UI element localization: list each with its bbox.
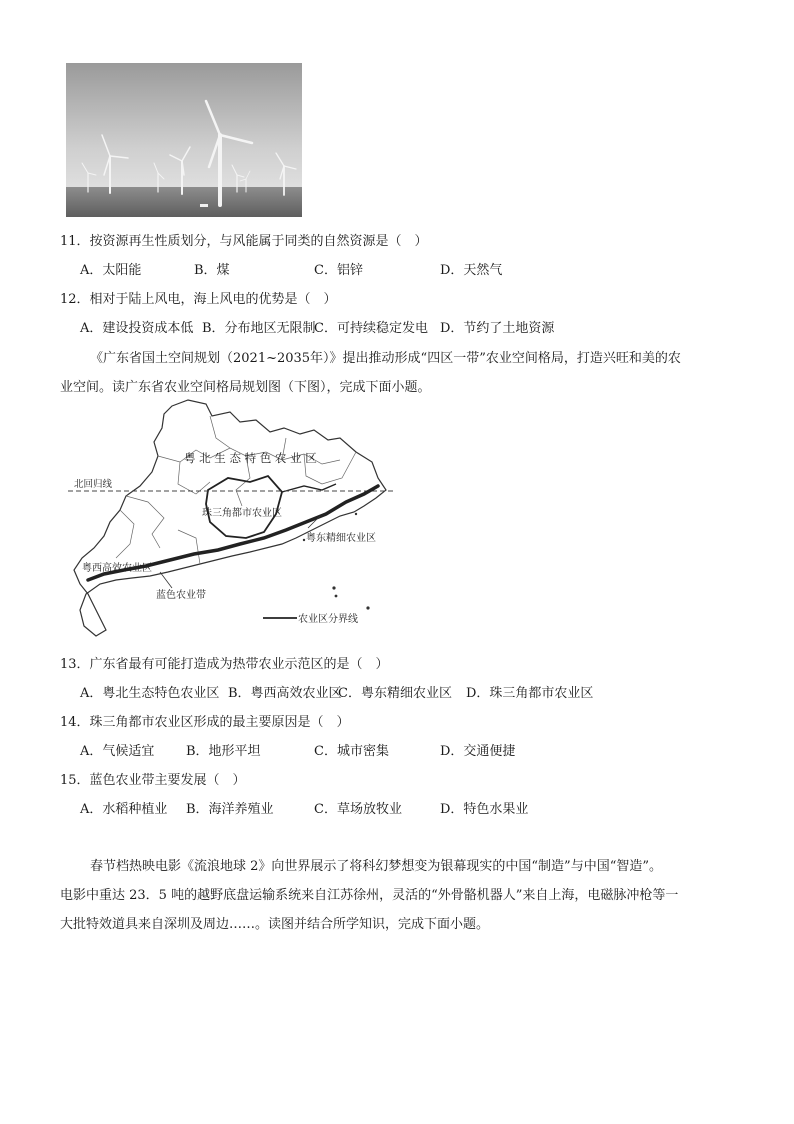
option-d: D．珠三角都市农业区 (466, 686, 594, 701)
intro-guangdong-line1: 《广东省国土空间规划（2021~2035年）》提出推动形成“四区一带”农业空间格局，打造兴旺和美的农 (90, 351, 681, 366)
question-11-options (80, 262, 740, 280)
option-b: B．分布地区无限制 (202, 321, 316, 336)
intro-film-line1: 春节档热映电影《流浪地球 2》向世界展示了将科幻梦想变为银幕现实的中国“制造”与中国“智造”。 (90, 859, 662, 874)
question-14-options (80, 743, 740, 761)
question-number: 11． (60, 234, 90, 249)
intro-guangdong-line2: 业空间。读广东省农业空间格局规划图（下图），完成下面小题。 (60, 380, 431, 395)
question-number: 13． (60, 657, 90, 672)
option-b: B．粤西高效农业区 (228, 686, 342, 701)
question-stem: 珠三角都市农业区形成的最主要原因是（ ） (89, 715, 350, 730)
option-b: B．地形平坦 (186, 744, 261, 759)
intro-film-line3: 大批特效道具来自深圳及周边……。读图并结合所学知识，完成下面小题。 (60, 917, 490, 932)
intro-film-line2: 电影中重达 23．5 吨的越野底盘运输系统来自江苏徐州，灵活的“外骨骼机器人”来自上海，电磁脉冲枪等一 (60, 888, 679, 903)
region-east-label: 粤东精细农业区 (306, 533, 376, 544)
question-15-options (80, 801, 740, 819)
option-a: A．气候适宜 (80, 744, 155, 759)
question-12 (60, 291, 337, 309)
question-14 (60, 714, 350, 732)
option-c: C．粤东精细农业区 (338, 686, 452, 701)
option-a: A．粤北生态特色农业区 (80, 686, 220, 701)
question-stem: 广东省最有可能打造成为热带农业示范区的是（ ） (89, 657, 389, 672)
question-number: 14． (60, 715, 90, 730)
question-stem: 蓝色农业带主要发展（ ） (89, 773, 246, 788)
question-13 (60, 656, 389, 674)
option-a: A．水稻种植业 (80, 802, 168, 817)
option-b: B．煤 (194, 263, 230, 278)
question-15 (60, 772, 246, 790)
wind-turbine-photo (66, 63, 302, 217)
question-stem: 按资源再生性质划分，与风能属于同类的自然资源是（ ） (89, 234, 428, 249)
question-11 (60, 233, 428, 251)
question-number: 15． (60, 773, 90, 788)
region-prd-label: 珠三角都市农业区 (202, 508, 282, 519)
region-west-label: 粤西高效农业区 (82, 563, 152, 574)
option-a: A．太阳能 (80, 263, 142, 278)
legend-boundary-label: 农业区分界线 (298, 614, 358, 625)
option-c: C．草场放牧业 (314, 802, 402, 817)
guangdong-agriculture-map (60, 398, 400, 646)
option-d: D．天然气 (440, 263, 503, 278)
option-d: D．交通便捷 (440, 744, 516, 759)
blue-belt-label: 蓝色农业带 (156, 590, 206, 601)
question-13-options (80, 685, 740, 703)
region-north-label: 粤 北 生 态 特 色 农 业 区 (184, 451, 317, 465)
question-number: 12． (60, 292, 90, 307)
option-d: D．特色水果业 (440, 802, 529, 817)
question-stem: 相对于陆上风电，海上风电的优势是（ ） (89, 292, 337, 307)
question-12-options (80, 320, 740, 338)
option-b: B．海洋养殖业 (186, 802, 274, 817)
option-c: C．铝锌 (314, 263, 363, 278)
option-c: C．城市密集 (314, 744, 389, 759)
option-a: A．建设投资成本低 (80, 321, 194, 336)
option-c: C．可持续稳定发电 (314, 321, 428, 336)
option-d: D．节约了土地资源 (440, 321, 555, 336)
tropic-label: 北回归线 (74, 479, 113, 490)
